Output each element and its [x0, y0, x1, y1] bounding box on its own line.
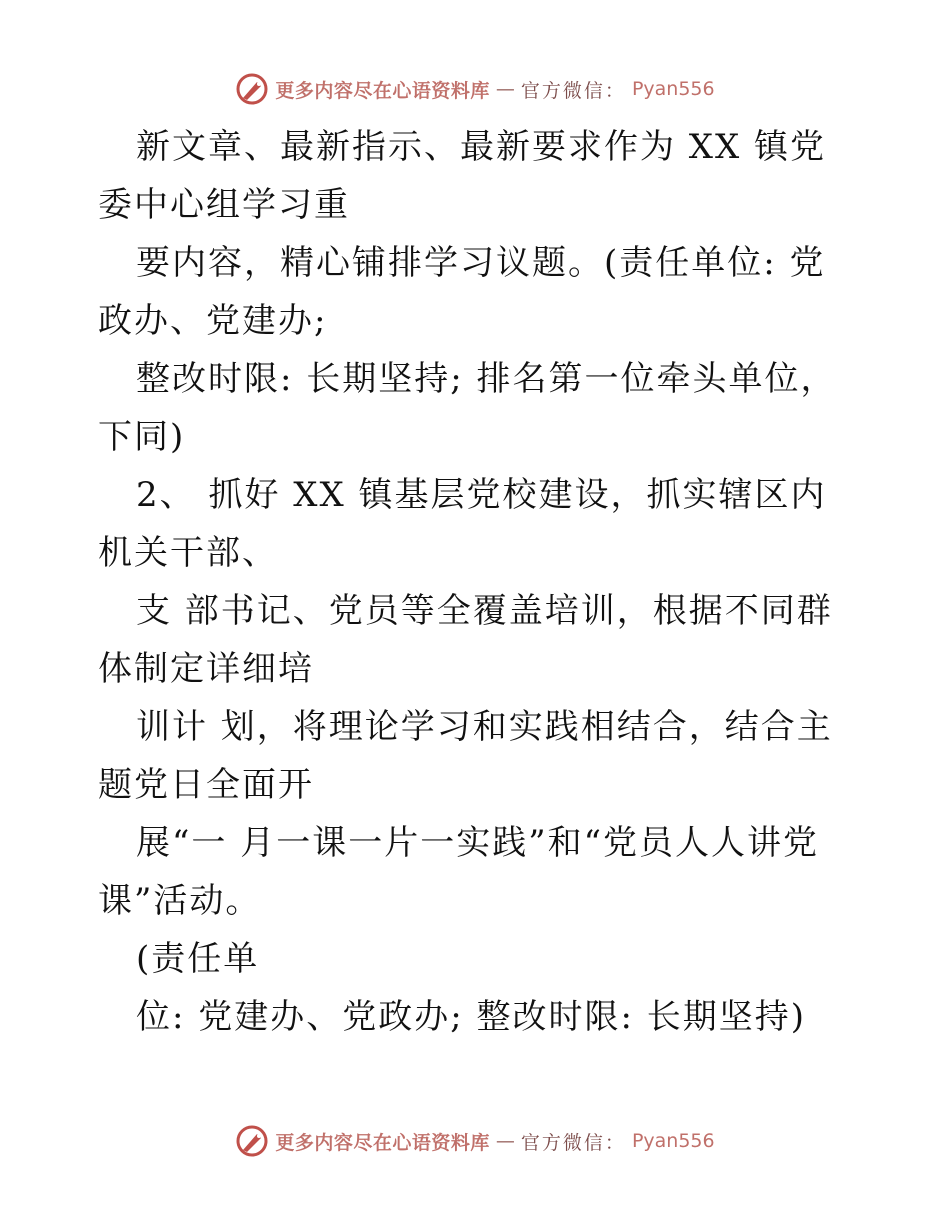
paragraph-4: 2、 抓好 XX 镇基层党校建设，抓实辖区内机关干部、: [98, 475, 827, 573]
paragraph-3: 整改时限: 长期坚持; 排名第一位牵头单位，下同): [98, 359, 837, 457]
watermark-wechat-id: Pyan556: [631, 1130, 715, 1152]
watermark-wechat-id: Pyan556: [631, 78, 715, 100]
document-body: [98, 118, 858, 1046]
pen-logo-icon: [235, 1124, 269, 1158]
watermark-separator: —: [495, 78, 515, 100]
watermark-site-name: 更多内容尽在心语资料库: [275, 79, 490, 102]
pen-logo-icon: [235, 72, 269, 106]
watermark-wechat-label: 官方微信：: [520, 1131, 626, 1154]
paragraph-9: 位: 党建办、党政办; 整改时限: 长期坚持): [136, 997, 807, 1037]
paragraph-8: (责任单: [136, 939, 260, 979]
watermark-site-name: 更多内容尽在心语资料库: [275, 1131, 490, 1154]
paragraph-5: 支 部书记、党员等全覆盖培训，根据不同群体制定详细培: [98, 591, 833, 689]
paragraph-2: 要内容，精心铺排学习议题。(责任单位: 党政办、党建办;: [98, 243, 826, 341]
header-watermark: [0, 72, 950, 106]
watermark-wechat-label: 官方微信：: [520, 79, 626, 102]
footer-watermark: [0, 1124, 950, 1158]
paragraph-6: 训计 划，将理论学习和实践相结合，结合主题党日全面开: [98, 707, 833, 805]
paragraph-7: 展“一 月一课一片一实践”和“党员人人讲党课”活动。: [98, 823, 819, 921]
paragraph-1: 新文章、最新指示、最新要求作为 XX 镇党委中心组学习重: [98, 127, 827, 225]
watermark-separator: —: [495, 1130, 515, 1152]
